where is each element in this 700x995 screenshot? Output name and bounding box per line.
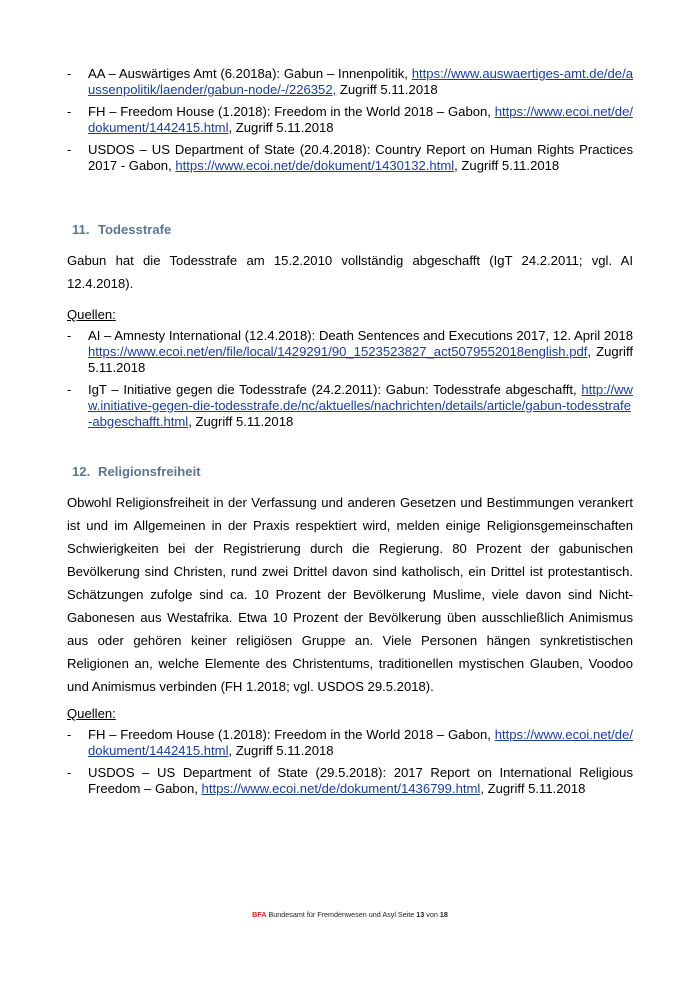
reference-item: - FH – Freedom House (1.2018): Freedom in the World 2018 – Gabon, https://www.ecoi.net/de/dokument/1442415.html, Zugriff 5.11.2018 xyxy=(67,104,633,135)
section-number: 12. xyxy=(72,464,91,479)
sources-label: Quellen: xyxy=(67,706,116,721)
reference-suffix: , Zugriff 5.11.2018 xyxy=(228,743,334,758)
reference-link[interactable]: https://www.ecoi.net/de/dokument/1430132.html xyxy=(175,158,455,173)
section-number: 11. xyxy=(72,222,90,237)
reference-link[interactable]: https://www.ecoi.net/de/dokument/1436799.html xyxy=(201,781,481,796)
reference-item: - IgT – Initiative gegen die Todesstrafe (24.2.2011): Gabun: Todesstrafe abgeschafft, http://www.initiative-gegen-die-todesstrafe.de/nc/aktuelles/nachrichten/details/article/gabun-todesstrafe-abgeschafft.html, Zugriff 5.11.2018 xyxy=(67,382,633,429)
reference-suffix: , Zugriff 5.11.2018 xyxy=(188,414,294,429)
section-heading-religionsfreiheit xyxy=(72,464,201,479)
sources-religionsfreiheit xyxy=(67,727,633,803)
section-title: Religionsfreiheit xyxy=(98,464,201,479)
reference-link[interactable]: https://www.ecoi.net/de/dokument/1442415.html xyxy=(88,727,633,758)
reference-text: USDOS – US Department of State (20.4.2018): Country Report on Human Rights Practices 2017 - Gabon, xyxy=(88,142,633,173)
section-title: Todesstrafe xyxy=(98,222,172,237)
reference-suffix: , Zugriff 5.11.2018 xyxy=(88,344,633,375)
section-heading-todesstrafe xyxy=(72,222,171,237)
reference-link[interactable]: http://www.initiative-gegen-die-todesstrafe.de/nc/aktuelles/nachrichten/details/article/gabun-todesstrafe-abgeschafft.html xyxy=(88,382,633,429)
reference-suffix: , Zugriff 5.11.2018 xyxy=(480,781,586,796)
reference-item: - AI – Amnesty International (12.4.2018): Death Sentences and Executions 2017, 12. April 2018 https://www.ecoi.net/en/file/local/1429291/90_1523523827_act5079552018english.pdf, Zugriff 5.11.2018 xyxy=(67,328,633,375)
footer-page-number: 13 xyxy=(416,910,425,919)
reference-text: IgT – Initiative gegen die Todesstrafe (24.2.2011): Gabun: Todesstrafe abgeschafft, xyxy=(88,382,582,397)
reference-link[interactable]: https://www.ecoi.net/en/file/local/1429291/90_1523523827_act5079552018english.pdf xyxy=(88,344,588,359)
sources-label: Quellen: xyxy=(67,307,116,322)
page-footer xyxy=(0,910,700,919)
reference-item: - USDOS – US Department of State (29.5.2018): 2017 Report on International Religious Freedom – Gabon, https://www.ecoi.net/de/dokument/1436799.html, Zugriff 5.11.2018 xyxy=(67,765,633,796)
footer-page-total: 18 xyxy=(439,910,448,919)
footer-agency: Bundesamt für Fremdenwesen und Asyl Seite xyxy=(266,910,417,919)
reference-suffix: , Zugriff 5.11.2018 xyxy=(454,158,560,173)
reference-item: - USDOS – US Department of State (20.4.2018): Country Report on Human Rights Practices 2017 - Gabon, https://www.ecoi.net/de/dokument/1430132.html, Zugriff 5.11.2018 xyxy=(67,142,633,173)
footer-of: von xyxy=(424,910,440,919)
paragraph-religionsfreiheit: Obwohl Religionsfreiheit in der Verfassung und anderen Gesetzen und Bestimmungen verankert ist und im Allgemeinen in der Praxis respektiert wird, melden einige Religionsgemeinschaften Schwierigkeiten bei der Registrierung durch die Regierung. 80 Prozent der gabunischen Bevölkerung sind Christen, rund zwei Drittel davon sind katholisch, ein Drittel ist protestantisch. Schätzungen zufolge sind ca. 10 Prozent der Bevölkerung Muslime, viele davon sind Nicht-Gabonesen aus Westafrika. Etwa 10 Prozent der Bevölkerung üben ausschließlich Animismus aus oder gehören keiner religiösen Gruppe an. Viele Personen hängen synkretistischen Religionen an, welche Elemente des Christentums, traditionellen mystischen Glauben, Voodoo und Animismus verbinden (FH 1.2018; vgl. USDOS 29.5.2018). xyxy=(67,495,633,694)
reference-text: FH – Freedom House (1.2018): Freedom in the World 2018 – Gabon, xyxy=(88,727,495,742)
reference-suffix: Zugriff 5.11.2018 xyxy=(336,82,438,97)
reference-item: - FH – Freedom House (1.2018): Freedom in the World 2018 – Gabon, https://www.ecoi.net/de/dokument/1442415.html, Zugriff 5.11.2018 xyxy=(67,727,633,758)
reference-text: AA – Auswärtiges Amt (6.2018a): Gabun – Innenpolitik, xyxy=(88,66,412,81)
reference-text: FH – Freedom House (1.2018): Freedom in the World 2018 – Gabon, xyxy=(88,104,495,119)
reference-text: AI – Amnesty International (12.4.2018): Death Sentences and Executions 2017, 12. April 2018 xyxy=(88,328,633,343)
paragraph-todesstrafe: Gabun hat die Todesstrafe am 15.2.2010 vollständig abgeschafft (IgT 24.2.2011; vgl. AI 12.4.2018). xyxy=(67,253,633,291)
top-references xyxy=(67,66,633,180)
reference-link[interactable]: https://www.auswaertiges-amt.de/de/aussenpolitik/laender/gabun-node/-/226352, xyxy=(88,66,633,97)
reference-link[interactable]: https://www.ecoi.net/de/dokument/1442415.html xyxy=(88,104,633,135)
bfa-logo-text: BFA xyxy=(252,910,267,919)
sources-todesstrafe xyxy=(67,328,633,436)
reference-item: - AA – Auswärtiges Amt (6.2018a): Gabun – Innenpolitik, https://www.auswaertiges-amt.de/de/aussenpolitik/laender/gabun-node/-/226352, Zugriff 5.11.2018 xyxy=(67,66,633,97)
reference-suffix: , Zugriff 5.11.2018 xyxy=(228,120,334,135)
reference-text: USDOS – US Department of State (29.5.2018): 2017 Report on International Religious Freedom – Gabon, xyxy=(88,765,633,796)
